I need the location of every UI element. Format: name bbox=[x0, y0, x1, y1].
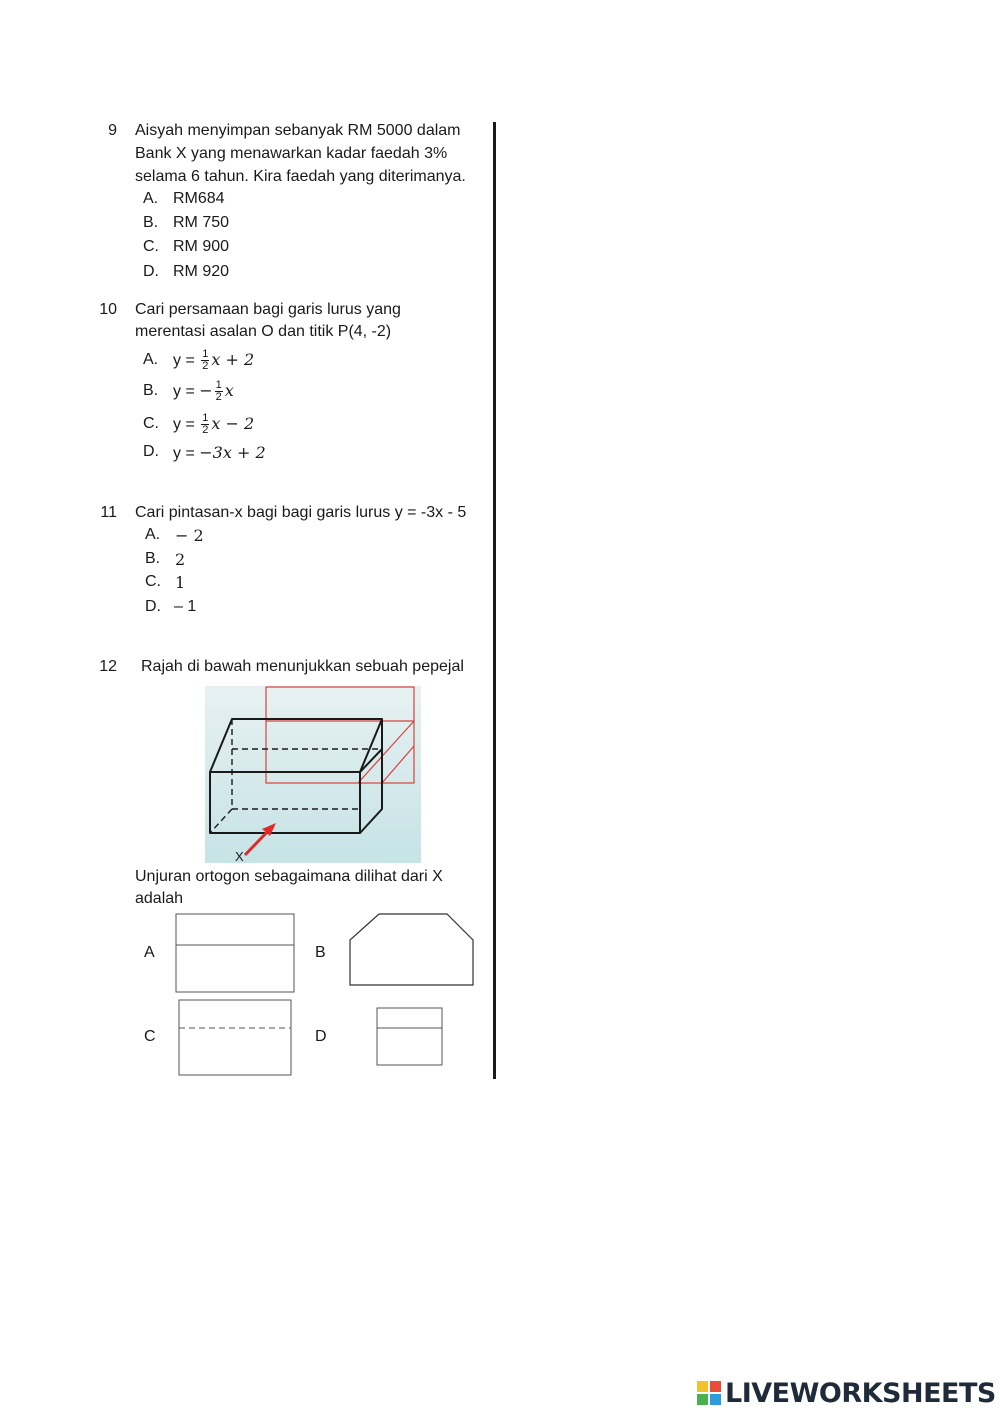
option-a-expression[interactable] bbox=[173, 343, 254, 378]
question-text-line: selama 6 tahun. Kira faedah yang diterimanya. bbox=[135, 168, 466, 185]
y-prefix: y = bbox=[173, 445, 195, 462]
logo-blocks-icon bbox=[697, 1381, 721, 1405]
question-number: 11 bbox=[100, 504, 117, 521]
option-b-letter: B. bbox=[143, 214, 159, 231]
fraction: $\frac{1}{2}$ bbox=[215, 379, 222, 404]
option-b-text[interactable]: 2 bbox=[175, 550, 186, 569]
y-prefix: y = bbox=[173, 416, 195, 433]
y-prefix: y = bbox=[173, 352, 195, 369]
option-c-letter: C bbox=[144, 1028, 156, 1045]
question-text-line: merentasi asalan O dan titik P(4, -2) bbox=[135, 323, 392, 340]
option-c-text[interactable]: RM 900 bbox=[173, 238, 230, 255]
option-a-letter: A. bbox=[145, 526, 161, 543]
question-text-line: Cari persamaan bagi garis lurus yang bbox=[135, 301, 401, 318]
y-prefix: y = bbox=[173, 383, 195, 400]
option-d-letter: D. bbox=[143, 443, 159, 460]
option-b-letter: B. bbox=[143, 382, 159, 399]
option-b-letter: B bbox=[315, 944, 326, 961]
question-text-line: adalah bbox=[135, 890, 184, 907]
option-c-expression[interactable] bbox=[173, 407, 254, 442]
question-text: Rajah di bawah menunjukkan sebuah pepejal bbox=[141, 658, 464, 675]
question-number: 10 bbox=[99, 301, 117, 318]
minus-sign: − bbox=[199, 381, 213, 400]
option-d-expression[interactable] bbox=[173, 443, 266, 463]
fraction: $\frac{1}{2}$ bbox=[202, 348, 209, 373]
option-b-letter: B. bbox=[145, 550, 161, 567]
option-d-letter: D bbox=[315, 1028, 327, 1045]
expression-tail: x − 2 bbox=[211, 414, 255, 433]
option-b-text[interactable]: RM 750 bbox=[173, 214, 230, 231]
fraction: $\frac{1}{2}$ bbox=[202, 412, 209, 437]
expression: −3x + 2 bbox=[199, 443, 266, 462]
option-c-letter: C. bbox=[143, 238, 159, 255]
option-a-letter: A. bbox=[143, 351, 159, 368]
figure-label-x: X bbox=[235, 849, 244, 864]
option-d-text[interactable]: – 1 bbox=[174, 598, 197, 615]
option-d-letter: D. bbox=[143, 263, 159, 280]
option-d-text[interactable]: RM 920 bbox=[173, 263, 230, 280]
question-number: 9 bbox=[108, 122, 117, 139]
expression-tail: x bbox=[224, 381, 234, 400]
question-text-line: Bank X yang menawarkan kadar faedah 3% bbox=[135, 145, 448, 162]
option-a-letter: A bbox=[144, 944, 155, 961]
option-d-figure[interactable] bbox=[376, 1007, 444, 1067]
option-c-letter: C. bbox=[145, 573, 161, 590]
option-a-text[interactable]: − 2 bbox=[175, 526, 204, 545]
option-c-figure[interactable] bbox=[178, 999, 293, 1077]
option-d-letter: D. bbox=[145, 598, 161, 615]
question-text-line: Unjuran ortogon sebagaimana dilihat dari X bbox=[135, 868, 443, 885]
solid-figure bbox=[205, 686, 421, 863]
option-c-text[interactable]: 1 bbox=[175, 573, 186, 592]
expression-tail: x + 2 bbox=[211, 350, 255, 369]
option-a-letter: A. bbox=[143, 190, 159, 207]
logo-text: LIVEWORKSHEETS bbox=[725, 1378, 996, 1409]
question-number: 12 bbox=[99, 658, 117, 675]
option-a-figure[interactable] bbox=[175, 913, 296, 994]
option-a-text[interactable]: RM684 bbox=[173, 190, 225, 207]
option-c-letter: C. bbox=[143, 415, 159, 432]
option-b-expression[interactable] bbox=[173, 374, 234, 409]
question-text-line: Aisyah menyimpan sebanyak RM 5000 dalam bbox=[135, 122, 461, 139]
column-divider bbox=[493, 122, 496, 1079]
question-text: Cari pintasan-x bagi bagi garis lurus y = -3x - 5 bbox=[135, 504, 467, 521]
option-b-figure[interactable] bbox=[349, 913, 475, 987]
